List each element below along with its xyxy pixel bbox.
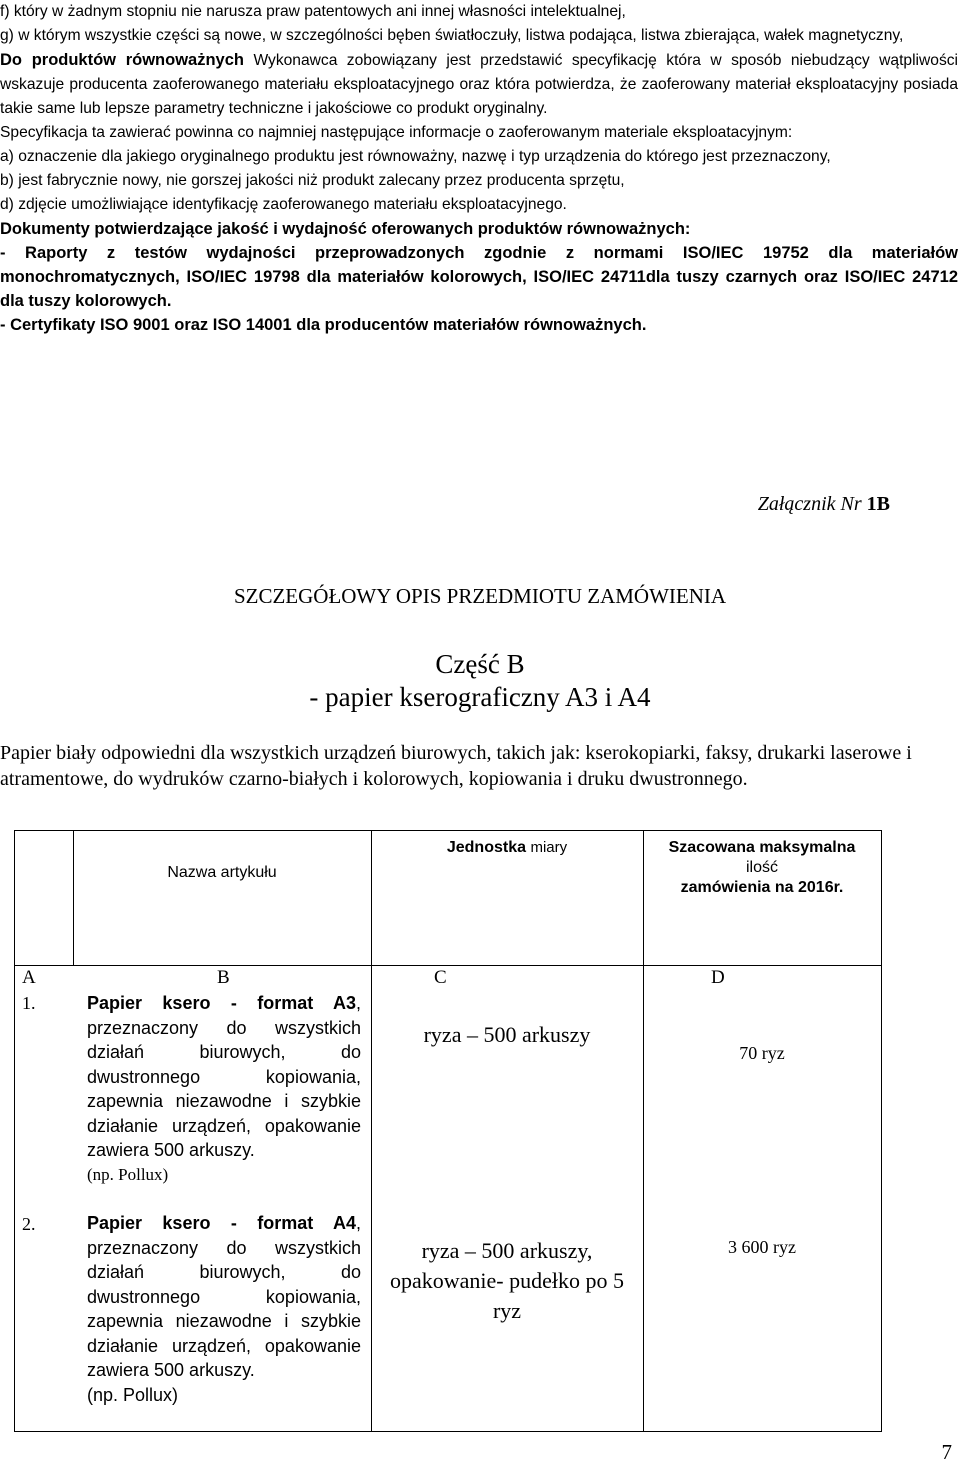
table-col-divider-1: [73, 830, 74, 965]
page-number: 7: [941, 1440, 952, 1464]
equivalent-products-lead: Do produktów równoważnych: [0, 51, 244, 69]
annex-text: Załącznik Nr: [757, 493, 862, 515]
row-1-description: [87, 991, 361, 1187]
table-col-divider-3: [643, 830, 644, 1432]
spec-item-a: a) oznaczenie dla jakiego oryginalnego produktu jest równoważny, nazwę i typ urządzenia do którego jest przeznaczony,: [0, 148, 831, 165]
row-2-unit: ryza – 500 arkuszy, opakowanie- pudełko po 5 ryz: [390, 1238, 624, 1323]
row-2-note: (np. Pollux): [87, 1384, 179, 1405]
part-line-2: - papier kserograficzny A3 i A4: [309, 682, 651, 712]
equivalent-products-text: Wykonawca zobowiązany jest przedstawić specyfikację która w sposób niebudzący wątpliwości wskazuje producenta zaoferowanego materiału eksploatacyjnego oraz która potwierdza, że zaoferowany materiał eksploatacyjny posiada takie same lub lepsze parametry techniczne i jakościowe co produkt oryginalny.: [0, 52, 959, 117]
part-heading: [0, 648, 960, 714]
items-table: [14, 830, 882, 1432]
equivalent-products-paragraph: [0, 48, 958, 121]
annex-number: 1B: [866, 493, 890, 515]
spec-item-b: b) jest fabrycznie nowy, nie gorszej jakości niż produkt zalecany przez producenta sprzętu,: [0, 172, 625, 189]
row-1-quantity: 70 ryz: [739, 1043, 785, 1063]
spec-item-d: d) zdjęcie umożliwiające identyfikację zaoferowanego materiału eksploatacyjnego.: [0, 196, 567, 213]
requirement-f: f) który w żadnym stopniu nie narusza praw patentowych ani innej własności intelektualnej,: [0, 3, 626, 20]
certificates-requirement: - Certyfikaty ISO 9001 oraz ISO 14001 dla producentów materiałów równoważnych.: [0, 316, 647, 334]
table-border-top: [14, 830, 882, 831]
reports-requirement: - Raporty z testów wydajności przeprowadzonych zgodnie z normami ISO/IEC 19752 dla materiałów monochromatycznych, ISO/IEC 19798 dla materiałów kolorowych, ISO/IEC 24711dla tuszy czarnych oraz ISO/IEC 24712 dla tuszy kolorowych.: [0, 244, 958, 310]
page-title: SZCZEGÓŁOWY OPIS PRZEDMIOTU ZAMÓWIENIA: [233, 584, 727, 608]
intro-paragraph: Papier biały odpowiedni dla wszystkich urządzeń biurowych, takich jak: kserokopiarki, faksy, drukarki laserowe i atramentowe, do wydruków czarno-białych i kolorowych, kopiowania i druku dwustronnego.: [0, 742, 912, 790]
annex-label: [758, 493, 890, 516]
requirement-g: g) w którym wszystkie części są nowe, w szczególności bęben światłoczuły, listwa podająca, listwa zbierająca, wałek magnetyczny,: [0, 27, 904, 44]
row-1-unit: ryza – 500 arkuszy: [423, 1022, 591, 1047]
table-col-divider-2: [371, 830, 372, 1432]
column-letter-d: D: [711, 967, 725, 988]
requirements-block: [0, 0, 958, 337]
header-item-name: Nazwa artykułu: [167, 864, 277, 881]
table-border-right: [881, 830, 882, 1432]
header-quantity: Szacowana maksymalna ilość zamówienia na 2016r.: [668, 839, 856, 896]
column-letter-b: B: [217, 967, 230, 988]
row-2-details: , przeznaczony do wszystkich działań biurowych, do dwustronnego kopiowania, zapewnia niezawodne i szybkie działanie urządzeń, opakowanie zawiera 500 arkuszy.: [87, 1213, 361, 1380]
row-1-details: , przeznaczony do wszystkich działań biurowych, do dwustronnego kopiowania, zapewnia niezawodne i szybkie działanie urządzeń, opakowanie zawiera 500 arkuszy.: [87, 993, 361, 1160]
table-border-bottom: [14, 1431, 882, 1432]
row-1-number: 1.: [22, 993, 36, 1013]
table-header-divider: [14, 965, 882, 966]
table-border-left: [14, 830, 15, 1432]
spec-intro: Specyfikacja ta zawierać powinna co najmniej następujące informacje o zaoferowanym materiale eksploatacyjnym:: [0, 124, 793, 141]
header-unit: Jednostka miary: [446, 839, 568, 856]
part-line-1: Część B: [435, 649, 525, 679]
row-2-number: 2.: [22, 1214, 36, 1234]
row-2-name: Papier ksero - format A4: [87, 1213, 356, 1233]
column-letter-c: C: [434, 967, 447, 988]
row-1-name: Papier ksero - format A3: [87, 993, 356, 1013]
row-2-description: [87, 1211, 361, 1407]
row-1-note: (np. Pollux): [87, 1164, 169, 1184]
column-letter-a: A: [22, 967, 36, 988]
row-2-quantity: 3 600 ryz: [728, 1237, 796, 1257]
docs-heading: Dokumenty potwierdzające jakość i wydajność oferowanych produktów równoważnych:: [0, 220, 691, 238]
